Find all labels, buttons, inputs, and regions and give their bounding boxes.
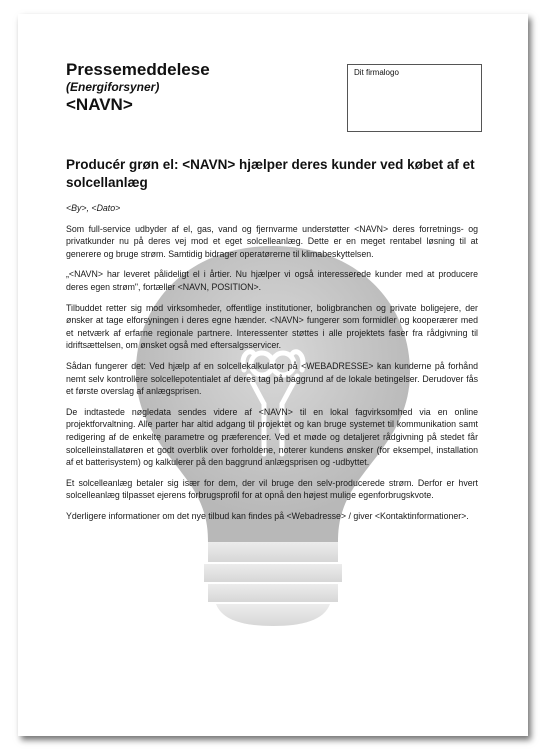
paragraph: Yderligere informationer om det nye tilbud kan findes på <Webadresse> / giver <Kontaktinformationer>. [66, 510, 469, 521]
paragraph: Tilbuddet retter sig mod virksomheder, offentlige institutioner, boligbranchen og private boligejere, der ønsker at tage elforsyningen i deres egne hænder. <NAVN> fungerer som formidler og kooperærer med et netværk af erfarne regionale partnere. Interessenter støttes i alle projektets faser fra rådgivning til idriftsættelsen, om ønsket også med eftersalgsservicer. [66, 302, 478, 351]
paragraph: Sådan fungerer det: Ved hjælp af en solcellekalkulator på <WEBADRESSE> kan kunderne på forhånd nemt selv kontrollere solcellepotentialet af deres tag på baggrund af de lokale betingelser. Derudover fås et første overslag af anlægsprisen. [66, 360, 478, 397]
paragraph: Som full-service udbyder af el, gas, vand og fjernvarme understøtter <NAVN> deres forretnings- og privatkunder nu på deres vej mod et eget solcelleanlæg. Dette er en meget rentabel løsning til at generere og bruge strøm. Samtidig bidrager operatørerne til klimabeskyttelsen. [66, 223, 478, 259]
paragraph: De indtastede nøgledata sendes videre af <NAVN> til en lokal fagvirksomhed via en online projektforvaltning. Alle parter har altid adgang til projektet og kan bruge systemet til kommunikation samt redigering af de enkelte parametre og præferencer. Ved et møde og detaljeret rådgivning på stedet får solcelleinstallatøren et godt overblik over forholdene, noterer kundens ønsker (for eksempel, installation af et batterisystem) og kalkulerer på den baggrund anlægsprisen og -udbyttet. [66, 406, 478, 468]
body-text [66, 202, 478, 530]
headline: Producér grøn el: <NAVN> hjælper deres kunder ved købet af et solcellanlæg [66, 157, 475, 190]
paragraph: „<NAVN> har leveret pålideligt el i årtier. Nu hjælper vi også interesserede kunder med at producere deres egen strøm", fortæller <NAVN, POSITION>. [66, 269, 478, 292]
document-page [18, 14, 528, 736]
byline: <By>, <Dato> [66, 203, 121, 213]
press-subtitle: (Energiforsyner) [66, 80, 160, 94]
paragraph: Et solcelleanlæg betaler sig især for dem, der vil bruge den selv-producerede strøm. Derfor er hvert solcelleanlæg tilpasset ejerens forbrugsprofil for at opnå den højest mulige egenforbrugskvote. [66, 477, 478, 501]
logo-placeholder [347, 64, 482, 132]
logo-label: Dit firmalogo [354, 68, 399, 77]
press-title: Pressemeddelese [66, 60, 210, 79]
press-name: <NAVN> [66, 95, 133, 114]
